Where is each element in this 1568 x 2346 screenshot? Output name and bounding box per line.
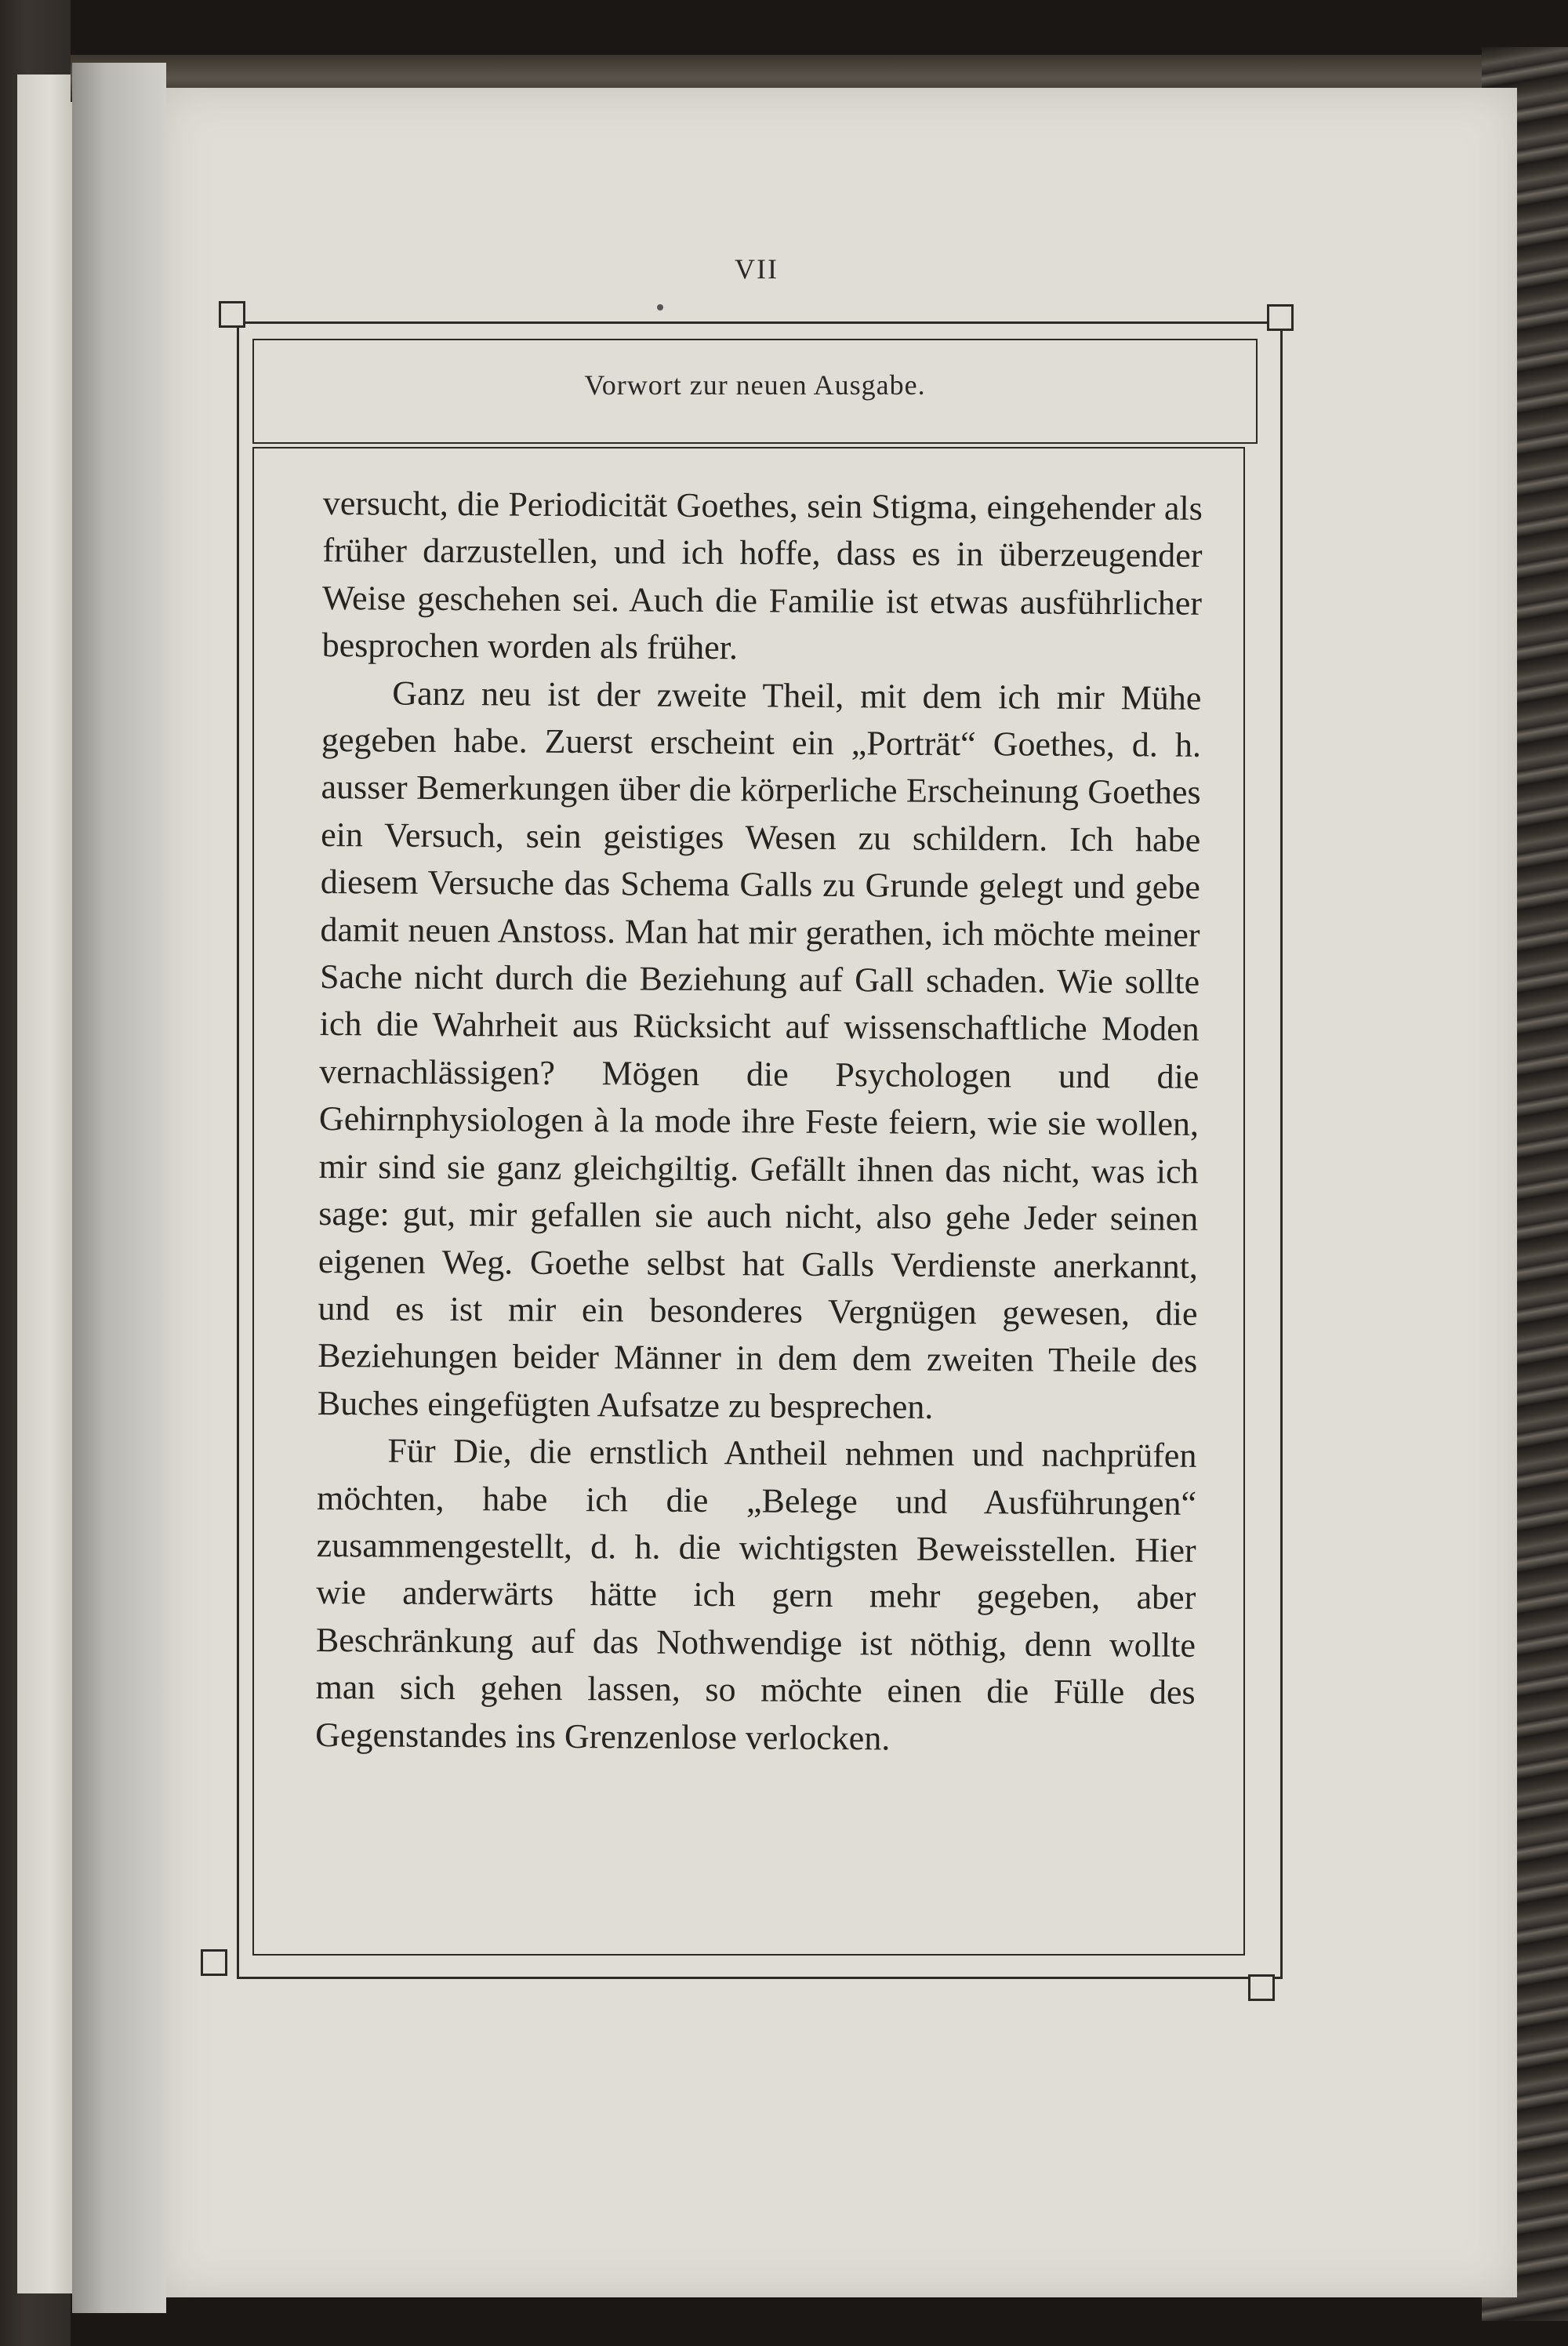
page-gutter	[72, 63, 166, 2313]
paragraph: Ganz neu ist der zweite Theil, mit dem ich mir Mühe gegeben habe. Zuerst erscheint ein „Porträt“ Goethes, d. h. ausser Bemerkungen über die körperliche Erscheinung Goethes ein Versuch, sein geistiges Wesen zu schildern. Ich habe diesem Versuche das Schema Galls zu Grunde gelegt und gebe damit neuen Anstoss. Man hat mir gerathen, ich möchte meiner Sache nicht durch die Beziehung auf Gall schaden. Wie sollte ich die Wahrheit aus Rücksicht auf wissenschaftliche Moden vernachlässigen? Mögen die Psychologen und die Gehirnphysiologen à la mode ihre Feste feiern, wie sie wollen, mir sind sie ganz gleichgiltig. Gefällt ihnen das nicht, was ich sage: gut, mir gefallen sie auch nicht, also gehe Jeder seinen eigenen Weg. Goethe selbst hat Galls Verdienste anerkannt, und es ist mir ein besonderes Vergnügen gewesen, die Beziehungen beider Männer in dem dem zweiten Theile des Buches eingefügten Aufsatze zu besprechen.	[317, 674, 1202, 1426]
frame-corner-top-left	[219, 301, 245, 328]
previous-page-edge	[17, 74, 72, 2293]
ink-dot	[657, 304, 663, 310]
running-header: Vorwort zur neuen Ausgabe.	[584, 369, 926, 401]
body-text	[315, 480, 1203, 1764]
paragraph: Für Die, die ernstlich Antheil nehmen und nachprüfen möchten, habe ich die „Belege und Ausführungen“ zusammengestellt, d. h. die wichtigsten Beweisstellen. Hier wie anderwärts hätte ich gern mehr gegeben, aber Beschränkung auf das Nothwendige ist nöthig, denn wollte man sich gehen lassen, so möchte einen die Fülle des Gegenstandes ins Grenzenlose verlocken.	[315, 1431, 1197, 1758]
page-number: VII	[735, 253, 779, 285]
frame-corner-top-right	[1267, 304, 1294, 331]
paragraph: versucht, die Periodicität Goethes, sein Stigma, eingehender als früher darzustellen, und ich hoffe, dass es in überzeugender Weise geschehen sei. Auch die Familie ist etwas ausführlicher besprochen worden als früher.	[321, 483, 1203, 667]
frame-corner-bottom-right	[1248, 1974, 1275, 2001]
frame-corner-bottom-left	[201, 1949, 227, 1976]
